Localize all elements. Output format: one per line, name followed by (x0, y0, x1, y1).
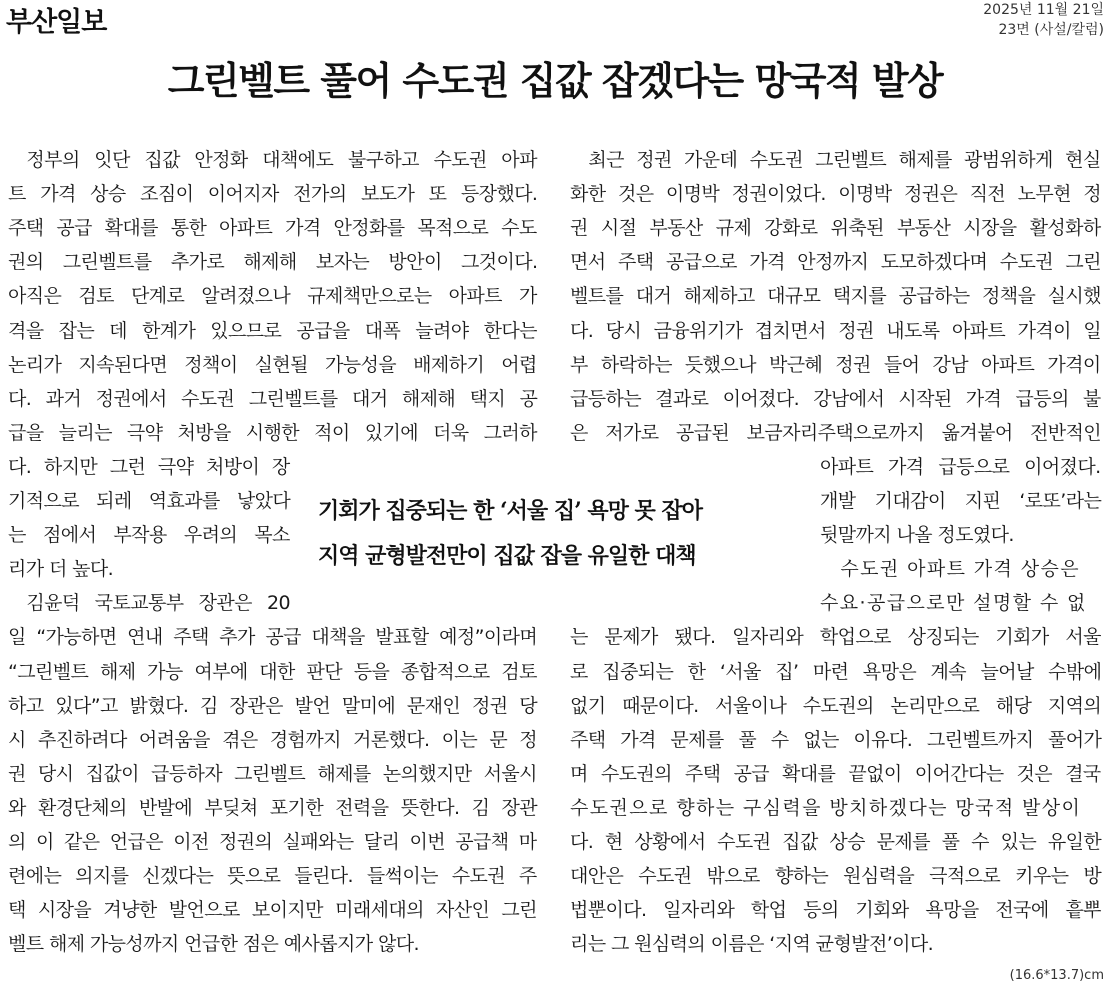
article-dimensions: (16.6*13.7)cm (1009, 968, 1104, 983)
body-text-line: 화한 것은 이명박 정권이었다. 이명박 정권은 직전 노무현 정 (570, 183, 1102, 206)
body-text-line: 며 수도권의 주택 공급 확대를 끝없이 이어간다는 것은 결국 (570, 762, 1101, 785)
body-text-line: 는 점에서 부작용 우려의 목소 (8, 524, 290, 547)
body-text-line: 정부의 잇단 집값 안정화 대책에도 불구하고 수도권 아파 (8, 149, 537, 171)
body-text-line: 없기 때문이다. 서울이나 수도권의 논리만으로 해당 지역의 (570, 694, 1102, 717)
body-text-line: 격을 잡는 데 한계가 있으므로 공급을 대폭 늘려야 한다는 (8, 319, 537, 342)
body-text-line: 의 이 같은 언급은 이전 정권의 실패와는 달리 이번 공급책 마 (8, 831, 537, 853)
body-text-line: 수요·공급으로만 설명할 수 없 (820, 592, 1087, 615)
body-text-line: 벨트를 대거 해제하고 대규모 택지를 공급하는 정책을 실시했 (570, 285, 1101, 308)
body-text-line: 권 시절 부동산 규제 강화로 위축된 부동산 시장을 활성화하 (570, 217, 1101, 240)
body-text-line: 뒷말까지 나올 정도였다. (820, 524, 1014, 547)
body-text-line: 리는 그 원심력의 이름은 ‘지역 균형발전’이다. (570, 933, 934, 956)
body-text-line: 논리가 지속된다면 정책이 실현될 가능성을 배제하기 어렵 (8, 353, 537, 376)
newspaper-masthead: 부산일보 (6, 7, 107, 38)
body-text-line: 와 환경단체의 반발에 부딪쳐 포기한 전력을 뜻한다. 김 장관 (8, 796, 538, 819)
body-text-line: 은 저가로 공급된 보금자리주택으로까지 옮겨붙어 전반적인 (570, 421, 1102, 444)
page-section: 23면 (사설/칼럼) (998, 22, 1104, 38)
body-text-line: 다. 현 상황에서 수도권 집값 상승 문제를 풀 수 있는 유일한 (570, 831, 1102, 853)
subheadline-line: 지역 균형발전만이 집값 잡을 유일한 대책 (318, 543, 696, 569)
publish-date: 2025년 11월 21일 (983, 2, 1104, 18)
body-text-line: 벨트 해제 가능성까지 언급한 점은 예사롭지가 않다. (8, 933, 419, 956)
body-text-line: 주택 공급 확대를 통한 아파트 가격 안정화를 목적으로 수도 (8, 217, 537, 240)
body-text-line: 급등하는 결과로 이어졌다. 강남에서 시작된 가격 급등의 불 (570, 387, 1101, 410)
body-text-line: 트 가격 상승 조짐이 이어지자 전가의 보도가 또 등장했다. (8, 183, 538, 206)
body-text-line: 다. 당시 금융위기가 겹치면서 정권 내도록 아파트 가격이 일 (570, 319, 1102, 342)
body-text-line: 최근 정권 가운데 수도권 그린벨트 해제를 광범위하게 현실 (570, 149, 1101, 171)
body-text-line: 기적으로 되레 역효과를 낳았다 (8, 490, 291, 512)
body-text-line: 는 문제가 됐다. 일자리와 학업으로 상징되는 기회가 서울 (570, 626, 1101, 649)
body-text-line: 일 “가능하면 연내 주택 추가 공급 대책을 발표할 예정”이라며 (8, 626, 538, 649)
body-text-line: 아직은 검토 단계로 알려졌으나 규제책만으로는 아파트 가 (8, 285, 537, 308)
body-text-line: 급을 늘리는 극약 처방을 시행한 적이 있기에 더욱 그러하 (8, 421, 537, 444)
body-text-line: 시 추진하려다 어려움을 겪은 경험까지 거론했다. 이는 문 정 (8, 728, 538, 751)
body-text-line: 련에는 의지를 신겠다는 뜻으로 들린다. 들썩이는 수도권 주 (8, 865, 537, 888)
article-meta (983, 0, 1104, 40)
body-text-line: 주택 가격 문제를 풀 수 없는 이유다. 그린벨트까지 풀어가 (570, 728, 1102, 751)
body-text-line: 로 집중되는 한 ‘서울 집’ 마련 욕망은 계속 늘어날 수밖에 (570, 660, 1102, 683)
body-text-line: 수도권 아파트 가격 상승은 (820, 558, 1081, 581)
body-text-line: 다. 하지만 그런 극약 처방이 장 (8, 455, 290, 478)
body-text-line: 권 당시 집값이 급등하자 그린벨트 해제를 논의했지만 서울시 (8, 762, 537, 785)
body-text-line: 택 시장을 겨냥한 발언으로 보이지만 미래세대의 자산인 그린 (8, 899, 537, 922)
body-text-line: 수도권으로 향하는 구심력을 방치하겠다는 망국적 발상이 (570, 796, 1082, 819)
body-text-line: 리가 더 높다. (8, 558, 114, 581)
body-text-line: “그린벨트 해제 가능 여부에 대한 판단 등을 종합적으로 검토 (8, 660, 537, 683)
body-text-line: 법뿐이다. 일자리와 학업 등의 기회와 욕망을 전국에 흩뿌 (570, 899, 1101, 922)
body-text-line: 권의 그린벨트를 추가로 해제해 보자는 방안이 그것이다. (8, 251, 538, 274)
subheadline-line: 기회가 집중되는 한 ‘서울 집’ 욕망 못 잡아 (318, 498, 702, 524)
body-text-line: 개발 기대감이 지핀 ‘로또’라는 (820, 490, 1102, 512)
body-text-line: 다. 과거 정권에서 수도권 그린벨트를 대거 해제해 택지 공 (8, 387, 538, 410)
headline: 그린벨트 풀어 수도권 집값 잡겠다는 망국적 발상 (167, 58, 943, 103)
body-text-line: 아파트 가격 급등으로 이어졌다. (820, 455, 1101, 478)
body-text-line: 부 하락하는 듯했으나 박근혜 정권 들어 강남 아파트 가격이 (570, 353, 1101, 376)
body-text-line: 김윤덕 국토교통부 장관은 20 (8, 592, 290, 615)
body-text-line: 면서 주택 공급으로 가격 안정까지 도모하겠다며 수도권 그린 (570, 251, 1101, 274)
body-text-line: 하고 있다”고 밝혔다. 김 장관은 발언 말미에 문재인 정권 당 (8, 694, 537, 717)
body-text-line: 대안은 수도권 밖으로 향하는 원심력을 극적으로 키우는 방 (570, 865, 1102, 888)
